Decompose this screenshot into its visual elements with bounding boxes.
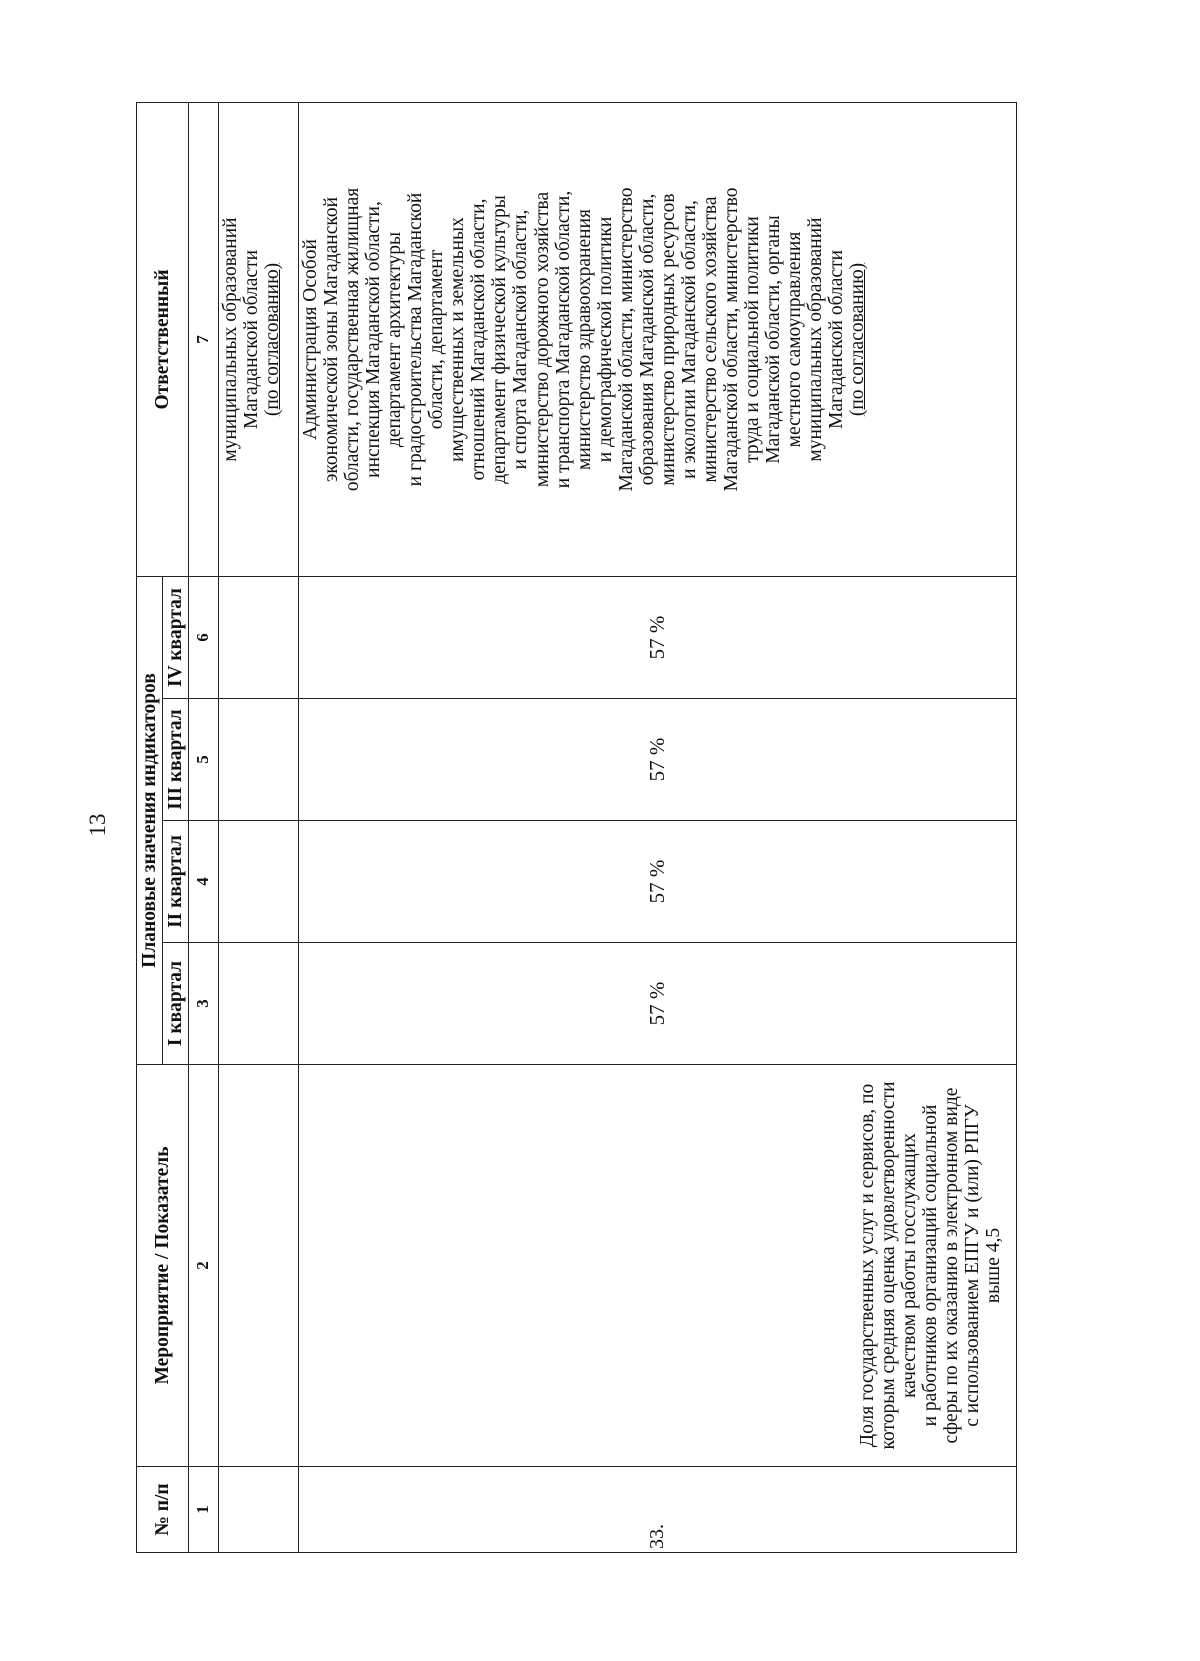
responsible-line: Магаданской области, министерство: [720, 187, 742, 492]
cont-responsible-cell: [219, 102, 299, 576]
row-33-q4: 57 %: [299, 576, 1017, 698]
row-33-q3: 57 %: [299, 699, 1017, 821]
index-cell-4: 4: [189, 821, 219, 943]
header-indicator: Мероприятие / Показатель: [137, 1065, 189, 1467]
responsible-line: муниципальных образований: [805, 217, 827, 462]
responsible-line: экономической зоны Магаданской: [321, 196, 343, 483]
responsible-line: Администрация Особой: [300, 239, 321, 440]
responsible-line: образования Магаданской области,: [636, 193, 658, 486]
indicator-line: выше 4,5: [982, 1227, 1004, 1304]
cont-responsible-line: Магаданской области: [241, 249, 263, 430]
responsible-line: и градостроительства Магаданской: [405, 192, 427, 487]
responsible-line: департамент архитектуры: [384, 231, 406, 448]
cont-indicator-cell: [219, 1065, 299, 1467]
cont-q1-cell: [219, 943, 299, 1065]
index-cell-6: 6: [189, 576, 219, 698]
responsible-line: местного самоуправления: [784, 231, 806, 448]
index-cell-7: 7: [189, 102, 219, 576]
responsible-line: и экологии Магаданской области,: [678, 200, 700, 479]
responsible-line: области, государственная жилищная: [342, 187, 364, 492]
indicator-line: и работников организаций социальной: [919, 1104, 941, 1427]
row-33-num: 33.: [299, 1467, 1017, 1553]
responsible-line: области, департамент: [426, 249, 448, 430]
header-q1: I квартал: [163, 943, 189, 1065]
indicators-table: [136, 102, 1017, 1553]
table-row-33: [299, 102, 1017, 1552]
indicator-line: с использованием ЕПГУ и (или) РПГУ: [961, 1104, 983, 1427]
index-cell-2: 2: [189, 1065, 219, 1467]
cont-q3-cell: [219, 699, 299, 821]
header-responsible: Ответственный: [137, 102, 189, 576]
responsible-line: департамент физической культуры: [489, 195, 511, 484]
indicator-line: Доля государственных услуг и сервисов, по: [856, 1083, 878, 1448]
responsible-line: Магаданской области, министерство: [615, 187, 637, 492]
cont-num-cell: [219, 1467, 299, 1553]
continuation-row: [219, 102, 299, 1552]
responsible-line: инспекция Магаданской области,: [363, 201, 385, 478]
responsible-line: Магаданской области: [826, 249, 848, 430]
responsible-line: министерство здравоохранения: [573, 209, 595, 470]
indicator-line: которым средняя оценка удовлетворенности: [877, 1081, 899, 1450]
responsible-line: (по согласованию): [847, 262, 869, 417]
row-33-responsible: [299, 102, 1017, 576]
responsible-line: труда и социальной политики: [741, 216, 763, 463]
responsible-line: министерство сельского хозяйства: [699, 196, 721, 483]
header-plan-values: Плановые значения индикаторов: [137, 576, 163, 1064]
header-num: № п/п: [137, 1467, 189, 1553]
indicator-line: качеством работы госслужащих: [898, 1133, 920, 1398]
rotated-table-container: [136, 103, 1056, 1553]
responsible-line: отношений Магаданской области,: [468, 198, 490, 481]
indicator-line: сферы по их оказанию в электронном виде: [940, 1087, 962, 1444]
header-q3: III квартал: [163, 699, 189, 821]
responsible-line: министерство дорожного хозяйства: [531, 191, 553, 488]
cont-q4-cell: [219, 576, 299, 698]
row-33-q1: 57 %: [299, 943, 1017, 1065]
index-cell-5: 5: [189, 699, 219, 821]
cont-q2-cell: [219, 821, 299, 943]
responsible-line: Магаданской области, органы: [763, 215, 785, 464]
header-row-1: [137, 102, 163, 1552]
cont-responsible-line: (по согласованию): [262, 262, 284, 417]
row-33-indicator: [299, 1065, 1017, 1467]
responsible-line: и демографической политики: [594, 216, 616, 463]
index-cell-1: 1: [189, 1467, 219, 1553]
responsible-line: министерство природных ресурсов: [657, 193, 679, 486]
responsible-line: имущественных и земельных: [447, 217, 469, 462]
index-row: [189, 102, 219, 1552]
index-cell-3: 3: [189, 943, 219, 1065]
cont-responsible-line: муниципальных образований: [220, 217, 241, 462]
header-q4: IV квартал: [163, 576, 189, 698]
page-number: 13: [85, 813, 110, 837]
responsible-line: и транспорта Магаданской области,: [552, 190, 574, 489]
header-q2: II квартал: [163, 821, 189, 943]
responsible-line: и спорта Магаданской области,: [510, 209, 532, 470]
row-33-q2: 57 %: [299, 821, 1017, 943]
